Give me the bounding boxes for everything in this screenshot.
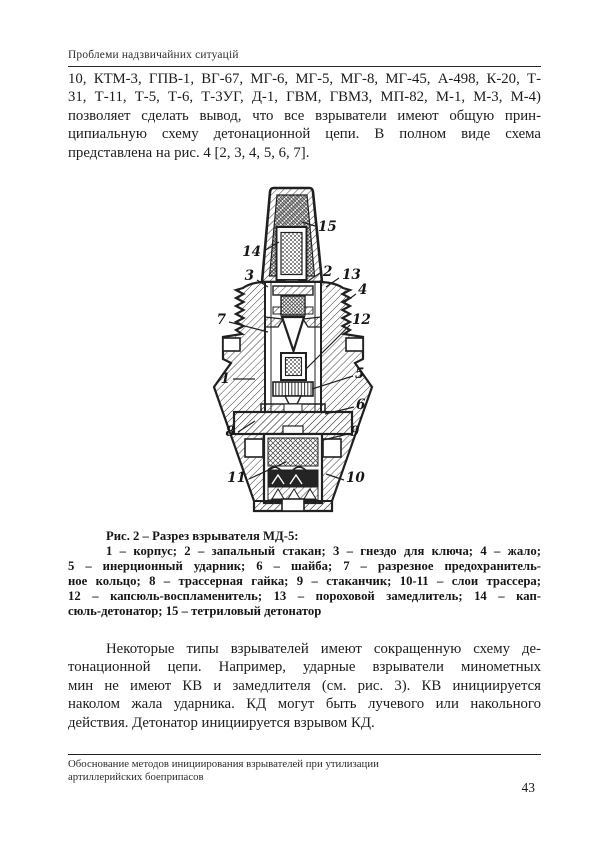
paragraph-line: тонационной цепи. Например, ударные взрыватели минометных <box>68 659 541 676</box>
figure-2 <box>198 183 420 523</box>
flange-notch-right <box>346 338 363 351</box>
callout-7: 7 <box>216 312 226 328</box>
callout-1: 1 <box>220 371 230 387</box>
washer <box>261 404 325 412</box>
callout-4: 4 <box>358 282 368 298</box>
body-paragraph-1 <box>68 70 541 162</box>
callout-15: 15 <box>318 219 337 235</box>
fuze-cross-section-diagram <box>198 183 420 523</box>
callout-12: 12 <box>352 312 371 328</box>
callout-6: 6 <box>356 397 366 413</box>
capsule-detonator <box>277 227 307 286</box>
figure-caption-line: 5 – инерционный ударник; 6 – шайба; 7 – разрезное предохранитель- <box>68 559 541 574</box>
paragraph-line: мин не имеют КВ и замедлителя (см. рис. 3). КВ инициируется <box>68 677 541 694</box>
figure-caption-title: Рис. 2 – Разрез взрывателя МД-5: <box>106 529 299 543</box>
page-number: 43 <box>521 780 535 795</box>
paragraph-line: наколом жала ударника. КД могут быть лучевого или накольного <box>68 696 541 713</box>
figure-caption-line: сюль-детонатор; 15 – тетриловый детонатор <box>68 604 322 619</box>
running-header <box>68 49 541 67</box>
footer-article-title-line2: артиллерийских боеприпасов <box>68 771 204 784</box>
figure-caption <box>68 529 541 620</box>
callout-9: 9 <box>350 424 360 440</box>
body-paragraph-2 <box>68 640 541 732</box>
diagram-body <box>214 188 372 511</box>
callout-13: 13 <box>342 267 361 283</box>
callout-3: 3 <box>244 268 254 284</box>
footer-article-title-line1: Обоснование методов инициирования взрывателей при утилизации <box>68 758 379 770</box>
paragraph-line: позволяет сделать вывод, что все взрыватели имеют общую прин- <box>68 107 541 124</box>
cone-notch-left <box>245 439 263 457</box>
figure-caption-line: 1 – корпус; 2 – запальный стакан; 3 – гнездо для ключа; 4 – жало; <box>106 544 541 559</box>
paragraph-line: действия. Детонатор инициируется взрывом КД. <box>68 714 375 731</box>
paragraph-line: 31, Т-11, Т-5, Т-6, Т-3УГ, Д-1, ГВМ, ГВМЗ, МП-82, М-1, М-3, М-4) <box>68 89 541 106</box>
figure-caption-line: ное кольцо; 8 – трассерная гайка; 9 – стаканчик; 10-11 – слои трассера; <box>68 574 541 589</box>
primer-capsule <box>281 353 306 380</box>
figure-caption-line: 12 – капсюль-воспламенитель; 13 – пороховой замедлитель; 14 – кап- <box>68 589 541 604</box>
paragraph-line: Некоторые типы взрывателей имеют сокращенную схему де- <box>106 641 541 657</box>
bottom-opening <box>282 499 304 511</box>
paragraph-line: ципиальную схему детонационной цепи. В полном виде схема <box>68 126 541 143</box>
footer <box>68 754 541 784</box>
callout-14: 14 <box>242 244 261 260</box>
paragraph-line: 10, КТМ-3, ГПВ-1, ВГ-67, МГ-6, МГ-5, МГ-8, МГ-45, А-498, К-20, Т- <box>68 71 541 87</box>
callout-8: 8 <box>225 424 235 440</box>
running-header-title: Проблеми надзвичайних ситуацій <box>68 49 239 61</box>
callout-2: 2 <box>323 264 333 280</box>
callout-10: 10 <box>346 470 365 486</box>
callout-11: 11 <box>227 470 246 486</box>
flange-notch-left <box>223 338 240 351</box>
callout-5: 5 <box>355 366 365 382</box>
paragraph-line: представлена на рис. 4 [2, 3, 4, 5, 6, 7]. <box>68 144 310 161</box>
cone-notch-right <box>323 439 341 457</box>
